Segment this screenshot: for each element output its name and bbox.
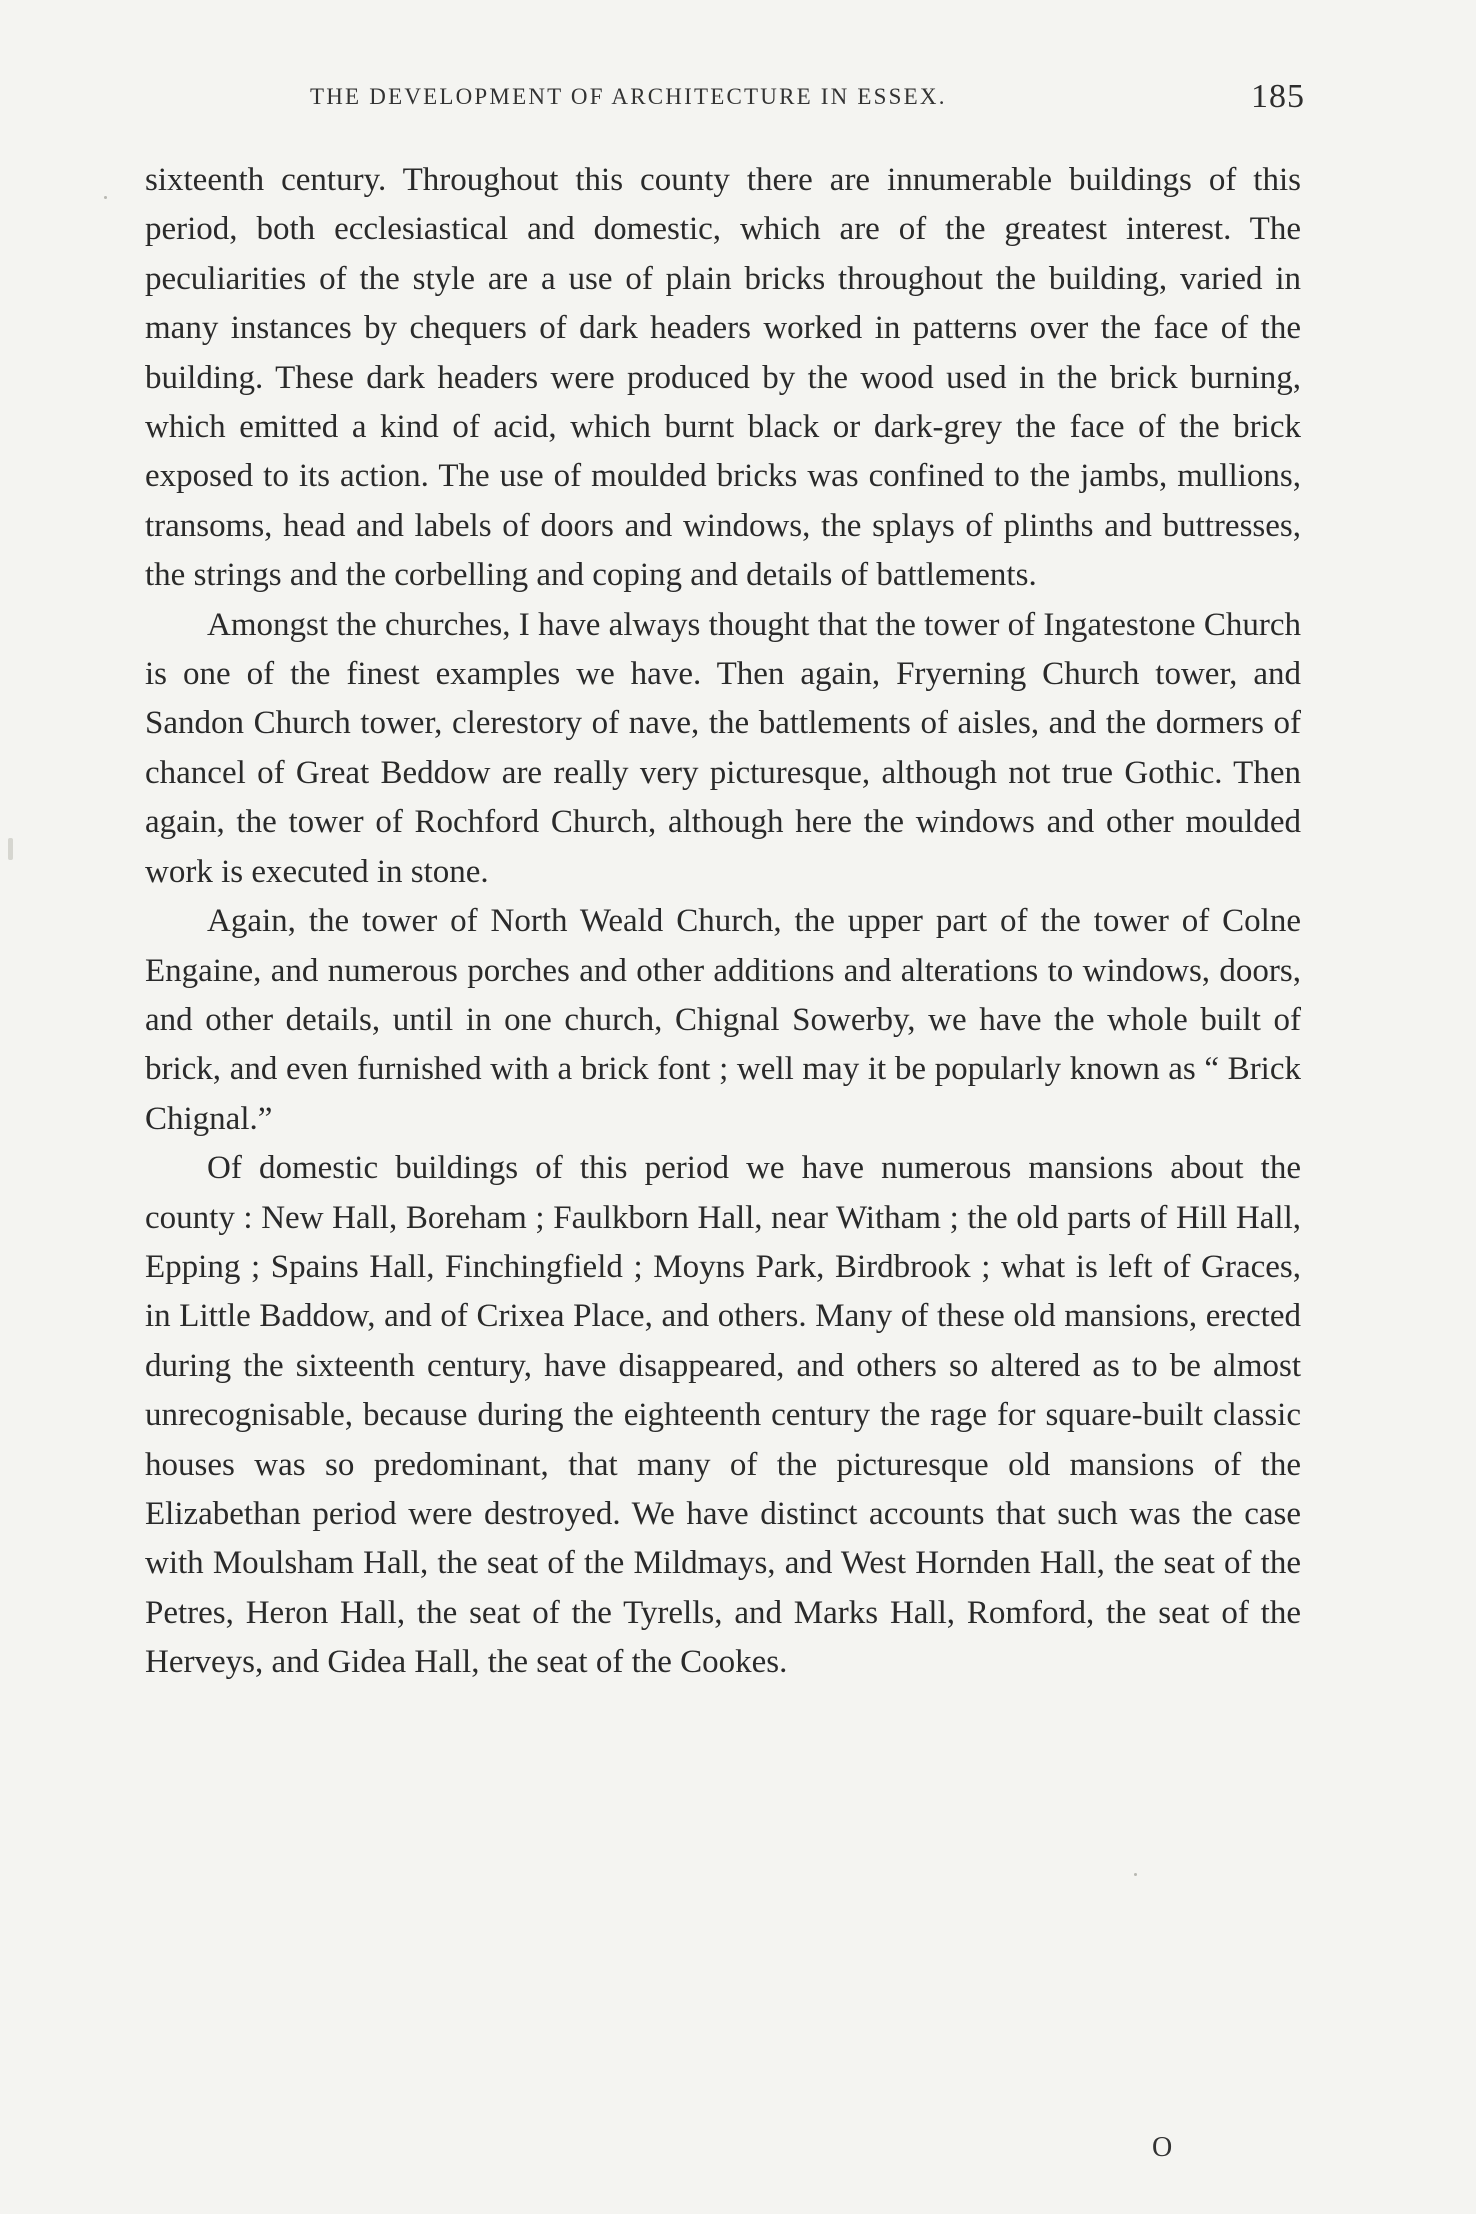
body-text [145,156,1301,1688]
paper-speck [104,196,107,199]
running-head [145,78,1305,124]
paper-speck [1134,1873,1137,1876]
signature-mark: O [1152,2132,1173,2163]
page-number: 185 [1251,78,1305,115]
paragraph: sixteenth century. Throughout this county there are innumerable buildings of this period, both ecclesiastical and domestic, which are of the greatest interest. The peculiarities of the style are a use of plain bricks throughout the building, varied in many instances by chequers of dark headers worked in patterns over the face of the building. These dark headers were produced by the wood used in the brick burning, which emitted a kind of acid, which burnt black or dark-grey the face of the brick exposed to its action. The use of moulded bricks was confined to the jambs, mullions, transoms, head and labels of doors and windows, the splays of plinths and buttresses, the strings and the corbelling and coping and details of battlements. [145,162,1301,594]
running-title: THE DEVELOPMENT OF ARCHITECTURE IN ESSEX. [310,84,947,109]
paragraph: Amongst the churches, I have always thought that the tower of Ingatestone Church is one of the finest examples we have. Then again, Fryerning Church tower, and Sandon Church tower, clerestory of nave, the battlements of aisles, and the dormers of chancel of Great Beddow are really very picturesque, although not true Gothic. Then again, the tower of Rochford Church, although here the windows and other moulded work is executed in stone. [145,606,1301,890]
paragraph: Again, the tower of North Weald Church, the upper part of the tower of Colne Engaine, and numerous porches and other additions and alterations to windows, doors, and other details, until in one church, Chignal Sowerby, we have the whole built of brick, and even furnished with a brick font ; well may it be popularly known as “ Brick Chignal.” [145,903,1301,1137]
paper-speck [8,838,13,860]
paragraph: Of domestic buildings of this period we have numerous mansions about the county : New Hall, Boreham ; Faulkborn Hall, near Witham ; the old parts of Hill Hall, Epping ; Spains Hall, Finchingfield ; Moyns Park, Birdbrook ; what is left of Graces, in Little Baddow, and of Crixea Place, and others. Many of these old mansions, erected during the sixteenth century, have disappeared, and others so altered as to be almost unrecognisable, because during the eighteenth century the rage for square-built classic houses was so predominant, that many of the picturesque old mansions of the Elizabethan period were destroyed. We have distinct accounts that such was the case with Moulsham Hall, the seat of the Mildmays, and West Hornden Hall, the seat of the Petres, Heron Hall, the seat of the Tyrells, and Marks Hall, Romford, the seat of the Herveys, and Gidea Hall, the seat of the Cookes. [145,1150,1301,1681]
